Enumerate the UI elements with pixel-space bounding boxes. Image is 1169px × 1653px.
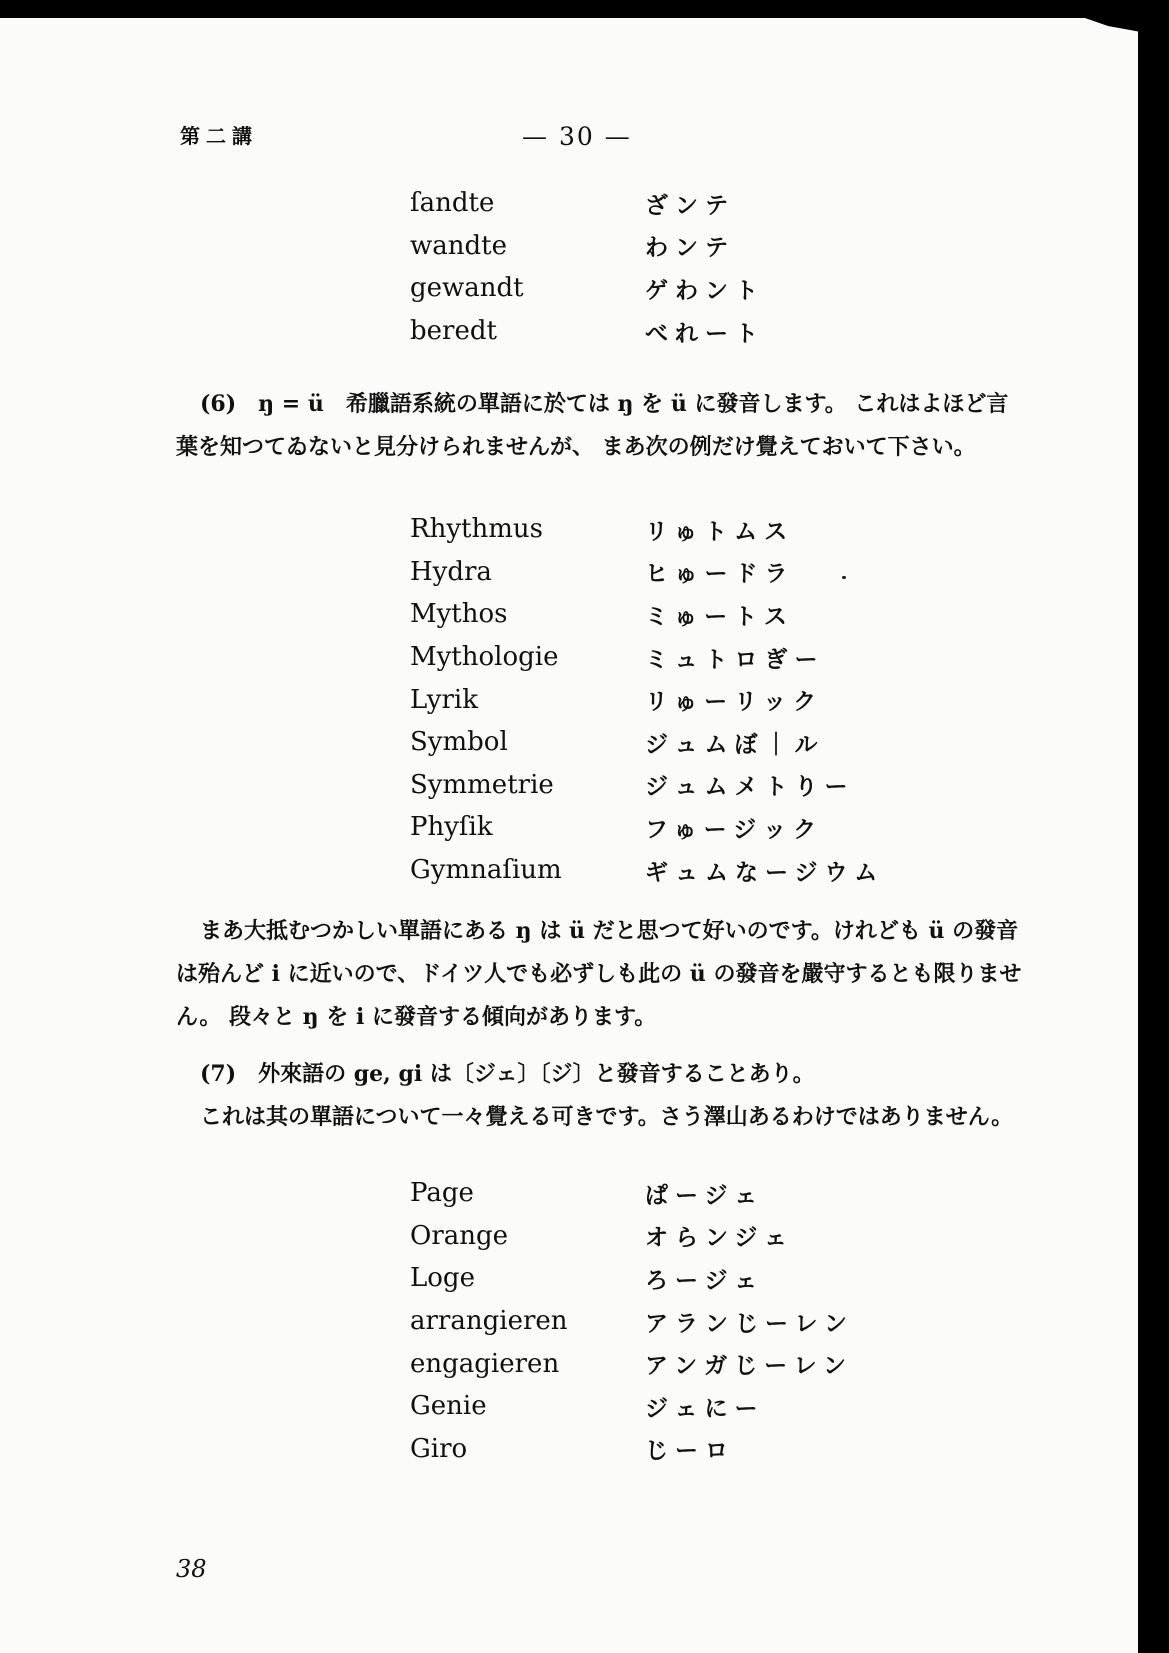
vocab-row [410, 508, 970, 551]
paragraph-7-line1 [176, 1053, 1024, 1096]
page-folio: 38 [176, 1555, 207, 1583]
german-word: Symbol [410, 727, 508, 758]
vocab-row [410, 1257, 970, 1300]
kana-reading: ろージェ [645, 1266, 765, 1294]
paragraph-7-body: これは其の單語について一々覺える可きです。さう澤山あるわけではありません。 [200, 1104, 1014, 1130]
vocab-row [410, 849, 970, 892]
kana-reading: アランじーレン [645, 1309, 854, 1337]
kana-reading: ヒゅードラ [645, 560, 795, 588]
vocab-row [410, 1172, 970, 1215]
kana-reading: じーロ [645, 1437, 735, 1465]
kana-reading: べれート [645, 319, 765, 347]
vocab-row [410, 1215, 970, 1258]
german-word: Loge [410, 1263, 475, 1294]
vocab-row [410, 678, 970, 721]
kana-reading: ミゅートス [645, 602, 794, 630]
print-speck [842, 576, 846, 579]
paragraph-7-line2 [176, 1096, 1024, 1139]
paragraph-y-note-text: まあ大抵むつかしい單語にある ŋ は ü だと思つて好いのです。けれども ü の發音は殆んど i に近いので、ドイツ人でも必ずしも此の ü の發音を嚴守するとも限りません。 段々と ŋ を i に發音する傾向があります。 [176, 918, 1022, 1030]
vocab-table-1 [410, 182, 970, 352]
german-word: Hydra [410, 556, 492, 587]
german-word: Giro [410, 1433, 468, 1464]
german-word: Page [410, 1178, 474, 1209]
vocab-row [410, 721, 970, 764]
german-word: Mythologie [410, 642, 559, 673]
kana-reading: ざンテ [645, 191, 735, 219]
kana-reading: アンガじーレン [645, 1352, 854, 1380]
page-number: — 30 — [522, 122, 632, 151]
vocab-row [410, 551, 970, 594]
vocab-row [410, 1385, 970, 1428]
german-word: Mythos [410, 599, 508, 630]
kana-reading: リゅトムス [645, 517, 795, 545]
german-word: Phyſik [410, 812, 493, 843]
section-title: 第二講 [180, 124, 258, 148]
german-word: engagieren [410, 1348, 560, 1379]
vocab-row [410, 806, 970, 849]
paragraph-6-text: (6) ŋ = ü 希臘語系統の單語に於ては ŋ を ü に發音します。 これはよほど言葉を知つてゐないと見分けられませんが、 まあ次の例だけ覺えておいて下さい。 [176, 391, 1009, 460]
german-word: Symmetrie [410, 769, 554, 800]
vocab-row [410, 1428, 970, 1471]
german-word: arrangieren [410, 1306, 568, 1337]
kana-reading: フゅージック [645, 815, 824, 843]
vocab-row [410, 310, 970, 353]
german-word: Genie [410, 1391, 487, 1422]
kana-reading: ミュトロぎー [645, 645, 825, 673]
vocab-row [410, 1342, 970, 1385]
paragraph-y-note [176, 910, 1024, 1039]
kana-reading: オらンジェ [645, 1224, 794, 1252]
kana-reading: ぱージェ [645, 1181, 765, 1209]
vocab-row [410, 1300, 970, 1343]
vocab-row [410, 182, 970, 225]
paragraph-6 [176, 383, 1024, 469]
kana-reading: ジェにー [645, 1394, 765, 1422]
vocab-table-3 [410, 1172, 970, 1470]
german-word: ſandte [410, 188, 495, 219]
german-word: wandte [410, 230, 507, 261]
german-word: Orange [410, 1220, 509, 1251]
kana-reading: リゅーリック [645, 688, 824, 716]
vocab-row [410, 593, 970, 636]
vocab-row [410, 636, 970, 679]
paragraph-7 [176, 1053, 1024, 1139]
german-word: gewandt [410, 273, 524, 304]
german-word: Lyrik [410, 684, 478, 715]
kana-reading: ギュムなージウム [645, 858, 885, 886]
kana-reading: ジュムメトりー [645, 773, 855, 801]
vocab-table-2 [410, 508, 970, 891]
kana-reading: わンテ [645, 234, 735, 262]
scan-edge [1138, 14, 1169, 1653]
kana-reading: ジュムぼ｜ル [645, 730, 825, 758]
vocab-row [410, 225, 970, 268]
vocab-row [410, 267, 970, 310]
german-word: beredt [410, 316, 497, 347]
german-word: Gymnaſium [410, 855, 562, 886]
vocab-row [410, 764, 970, 807]
kana-reading: ゲわント [645, 276, 765, 304]
german-word: Rhythmus [410, 514, 543, 545]
paragraph-7-heading: (7) 外來語の ge, gi は〔ジェ〕〔ジ〕と發音することあり。 [200, 1061, 815, 1087]
